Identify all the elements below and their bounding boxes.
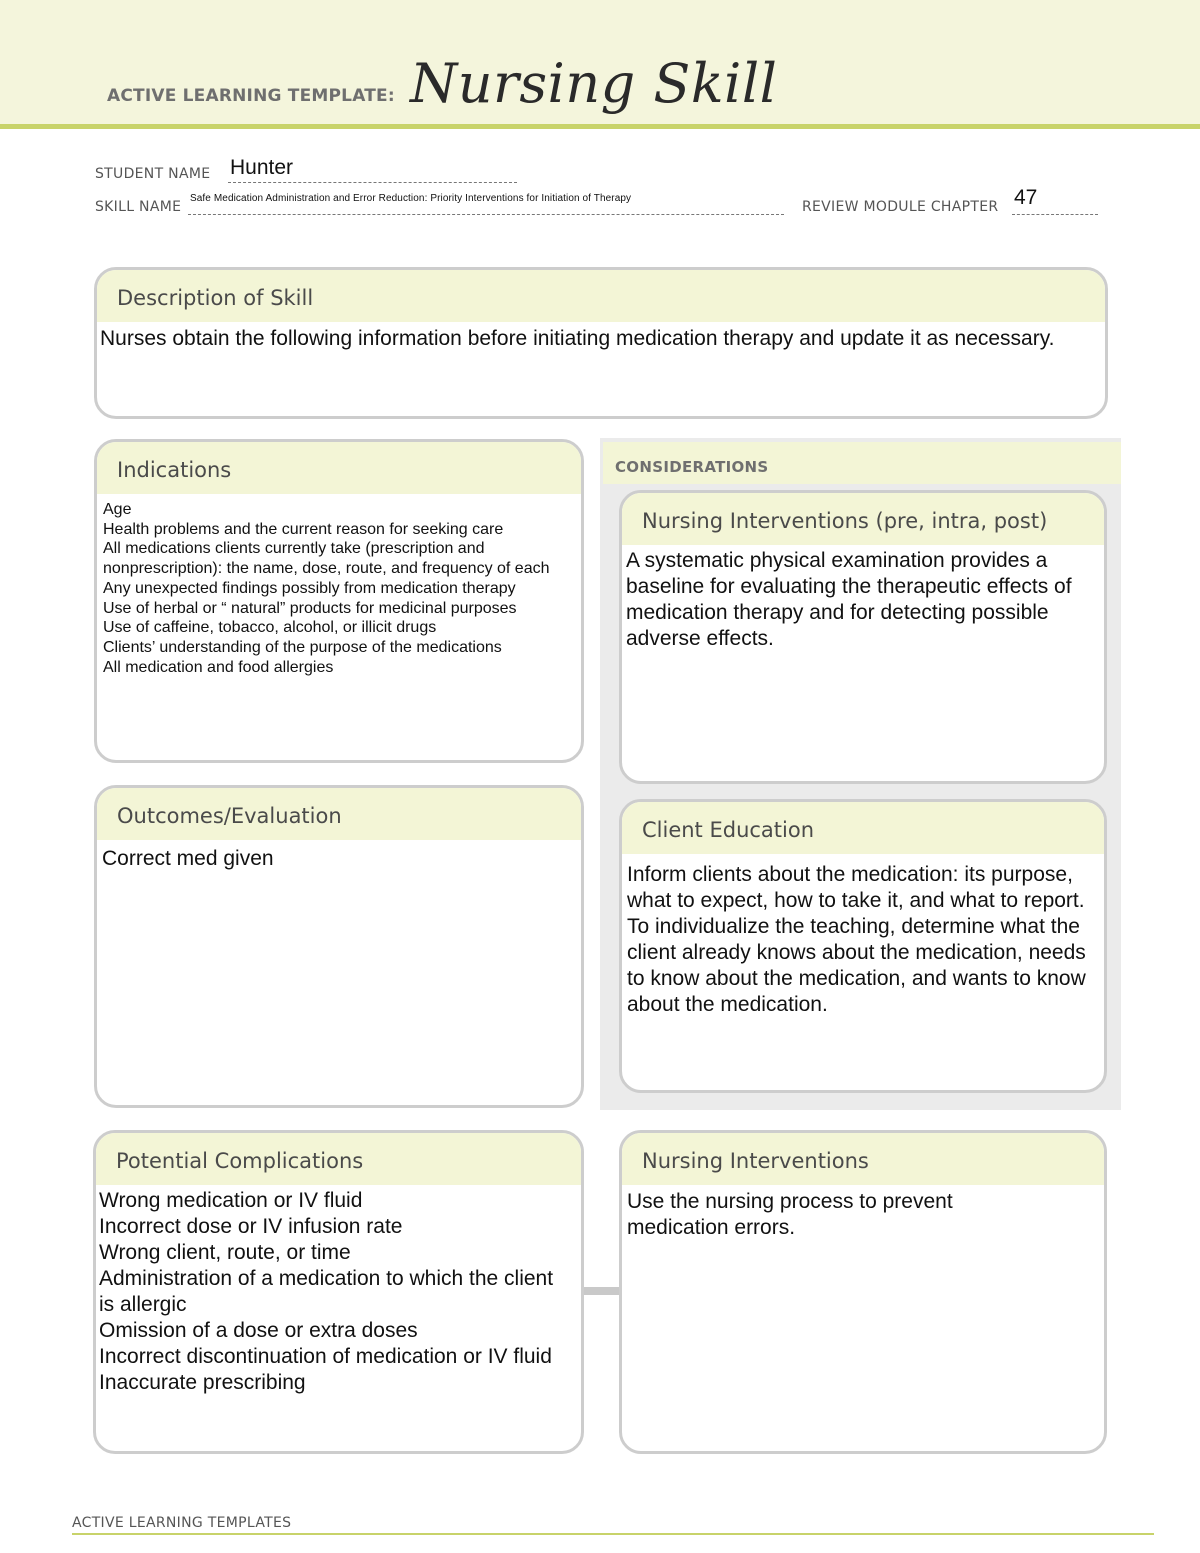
chapter-line: [1012, 214, 1098, 215]
indications-list: [103, 500, 561, 677]
student-name-label: STUDENT NAME: [95, 166, 211, 182]
complications-list: [99, 1188, 561, 1396]
complications-box: [93, 1130, 584, 1454]
outcomes-text[interactable]: Correct med given: [102, 847, 274, 870]
nursing-interventions-box: [619, 1130, 1107, 1454]
footer-rule: [72, 1533, 1154, 1535]
description-box: [94, 267, 1108, 419]
indications-box: [94, 439, 584, 763]
template-label: ACTIVE LEARNING TEMPLATE:: [107, 86, 395, 106]
client-education-text[interactable]: Inform clients about the medication: its purpose, what to expect, how to take it, and what to report. To individualize the teaching, determine what the client already knows about the medication, needs to know about the medication, and wants to know about the medication.: [627, 863, 1086, 1016]
review-module-chapter-label: REVIEW MODULE CHAPTER: [802, 199, 999, 215]
list-item: Clients’ understanding of the purpose of the medications: [103, 638, 502, 656]
list-item: Wrong medication or IV fluid: [99, 1189, 363, 1212]
connector-bar: [583, 1287, 621, 1295]
list-item: Wrong client, route, or time: [99, 1241, 351, 1264]
description-title: Description of Skill: [97, 270, 1105, 322]
complications-text[interactable]: [96, 1185, 581, 1400]
list-item: All medication and food allergies: [103, 658, 334, 676]
student-name-field[interactable]: Hunter: [230, 156, 294, 179]
nursing-interventions-title: Nursing Interventions: [622, 1133, 1104, 1185]
description-text[interactable]: Nurses obtain the following information before initiating medication therapy and update it as necessary.: [100, 327, 1055, 350]
outcomes-title: Outcomes/Evaluation: [97, 788, 581, 840]
nursing-interventions-text[interactable]: Use the nursing process to prevent medication errors.: [627, 1190, 953, 1239]
footer-label: ACTIVE LEARNING TEMPLATES: [72, 1515, 292, 1531]
nursing-interventions-pip-text[interactable]: A systematic physical examination provides a baseline for evaluating the therapeutic effects of medication therapy and for detecting possible adverse effects.: [626, 549, 1072, 650]
template-title: Nursing Skill: [410, 52, 778, 115]
outcomes-box: [94, 785, 584, 1108]
list-item: Use of caffeine, tobacco, alcohol, or illicit drugs: [103, 619, 437, 637]
nursing-interventions-pip-box: [619, 490, 1107, 784]
list-item: Use of herbal or “ natural” products for medicinal purposes: [103, 599, 517, 617]
complications-title: Potential Complications: [96, 1133, 581, 1185]
list-item: All medications clients currently take (prescription and nonprescription): the name, dose, route, and frequency of each: [103, 540, 550, 578]
skill-name-field[interactable]: Safe Medication Administration and Error Reduction: Priority Interventions for Initiation of Therapy: [190, 193, 632, 204]
skill-name-label: SKILL NAME: [95, 199, 182, 215]
list-item: Age: [103, 501, 132, 518]
student-name-line: [228, 182, 517, 183]
list-item: Inaccurate prescribing: [99, 1371, 306, 1394]
indications-title: Indications: [97, 442, 581, 494]
skill-name-line: [188, 214, 784, 215]
list-item: Administration of a medication to which the client is allergic: [99, 1267, 554, 1316]
client-education-title: Client Education: [622, 802, 1104, 854]
considerations-label: CONSIDERATIONS: [603, 442, 1121, 484]
list-item: Omission of a dose or extra doses: [99, 1319, 418, 1342]
list-item: Health problems and the current reason for seeking care: [103, 520, 504, 538]
list-item: Incorrect dose or IV infusion rate: [99, 1215, 403, 1238]
chapter-field[interactable]: 47: [1014, 186, 1038, 209]
client-education-box: [619, 799, 1107, 1093]
list-item: Any unexpected findings possibly from medication therapy: [103, 579, 516, 597]
indications-text[interactable]: [97, 494, 581, 681]
nursing-interventions-pip-title: Nursing Interventions (pre, intra, post): [622, 493, 1104, 545]
list-item: Incorrect discontinuation of medication or IV fluid: [99, 1345, 552, 1368]
